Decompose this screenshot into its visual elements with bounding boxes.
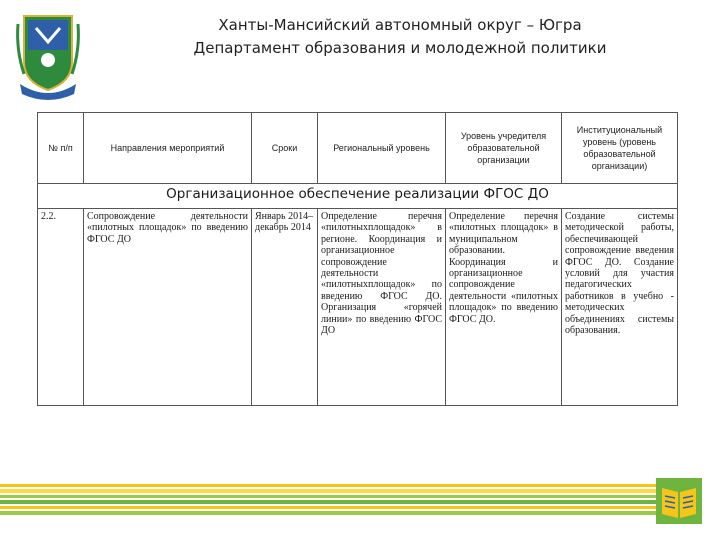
header-number: № п/п bbox=[38, 113, 84, 184]
header-line-region: Ханты-Мансийский автономный округ – Югра bbox=[218, 16, 582, 34]
footer-decorative-stripes bbox=[0, 484, 720, 518]
row-founder: Определение перечня «пилотных площадок» в муниципальном образовании. Координация и организационное сопровождение деятельности «пилотных площадок» по введению ФГОС ДО. bbox=[446, 209, 562, 406]
section-row bbox=[38, 184, 678, 209]
plan-table bbox=[37, 112, 678, 406]
section-title: Организационное обеспечение реализации ФГОС ДО bbox=[38, 184, 678, 209]
page-header bbox=[120, 14, 680, 60]
header-terms: Сроки bbox=[252, 113, 318, 184]
header-founder: Уровень учредителя образовательной организации bbox=[446, 113, 562, 184]
header-direction: Направления мероприятий bbox=[84, 113, 252, 184]
row-terms: Январь 2014– декабрь 2014 bbox=[252, 209, 318, 406]
header-line-department: Департамент образования и молодежной политики bbox=[193, 39, 607, 57]
header-regional: Региональный уровень bbox=[318, 113, 446, 184]
coat-of-arms-logo bbox=[14, 10, 82, 102]
open-book-logo bbox=[654, 476, 704, 526]
table-row bbox=[38, 209, 678, 406]
row-direction: Сопровождение деятельности «пилотных площадок» по введению ФГОС ДО bbox=[84, 209, 252, 406]
row-institutional: Создание системы методической работы, обеспечивающей сопровождение введения ФГОС ДО. Создание условий для участия педагогических работников в учебно - методических объединениях системы образования. bbox=[562, 209, 678, 406]
row-regional: Определение перечня «пилотныхплощадок» в регионе. Координация и организационное сопровождение деятельности «пилотныхплощадок» по введению ФГОС ДО. Организация «горячей линии» по введению ФГОС ДО bbox=[318, 209, 446, 406]
row-number: 2.2. bbox=[38, 209, 84, 406]
header-institutional: Институциональный уровень (уровень образовательной организации) bbox=[562, 113, 678, 184]
table-header-row bbox=[38, 113, 678, 184]
